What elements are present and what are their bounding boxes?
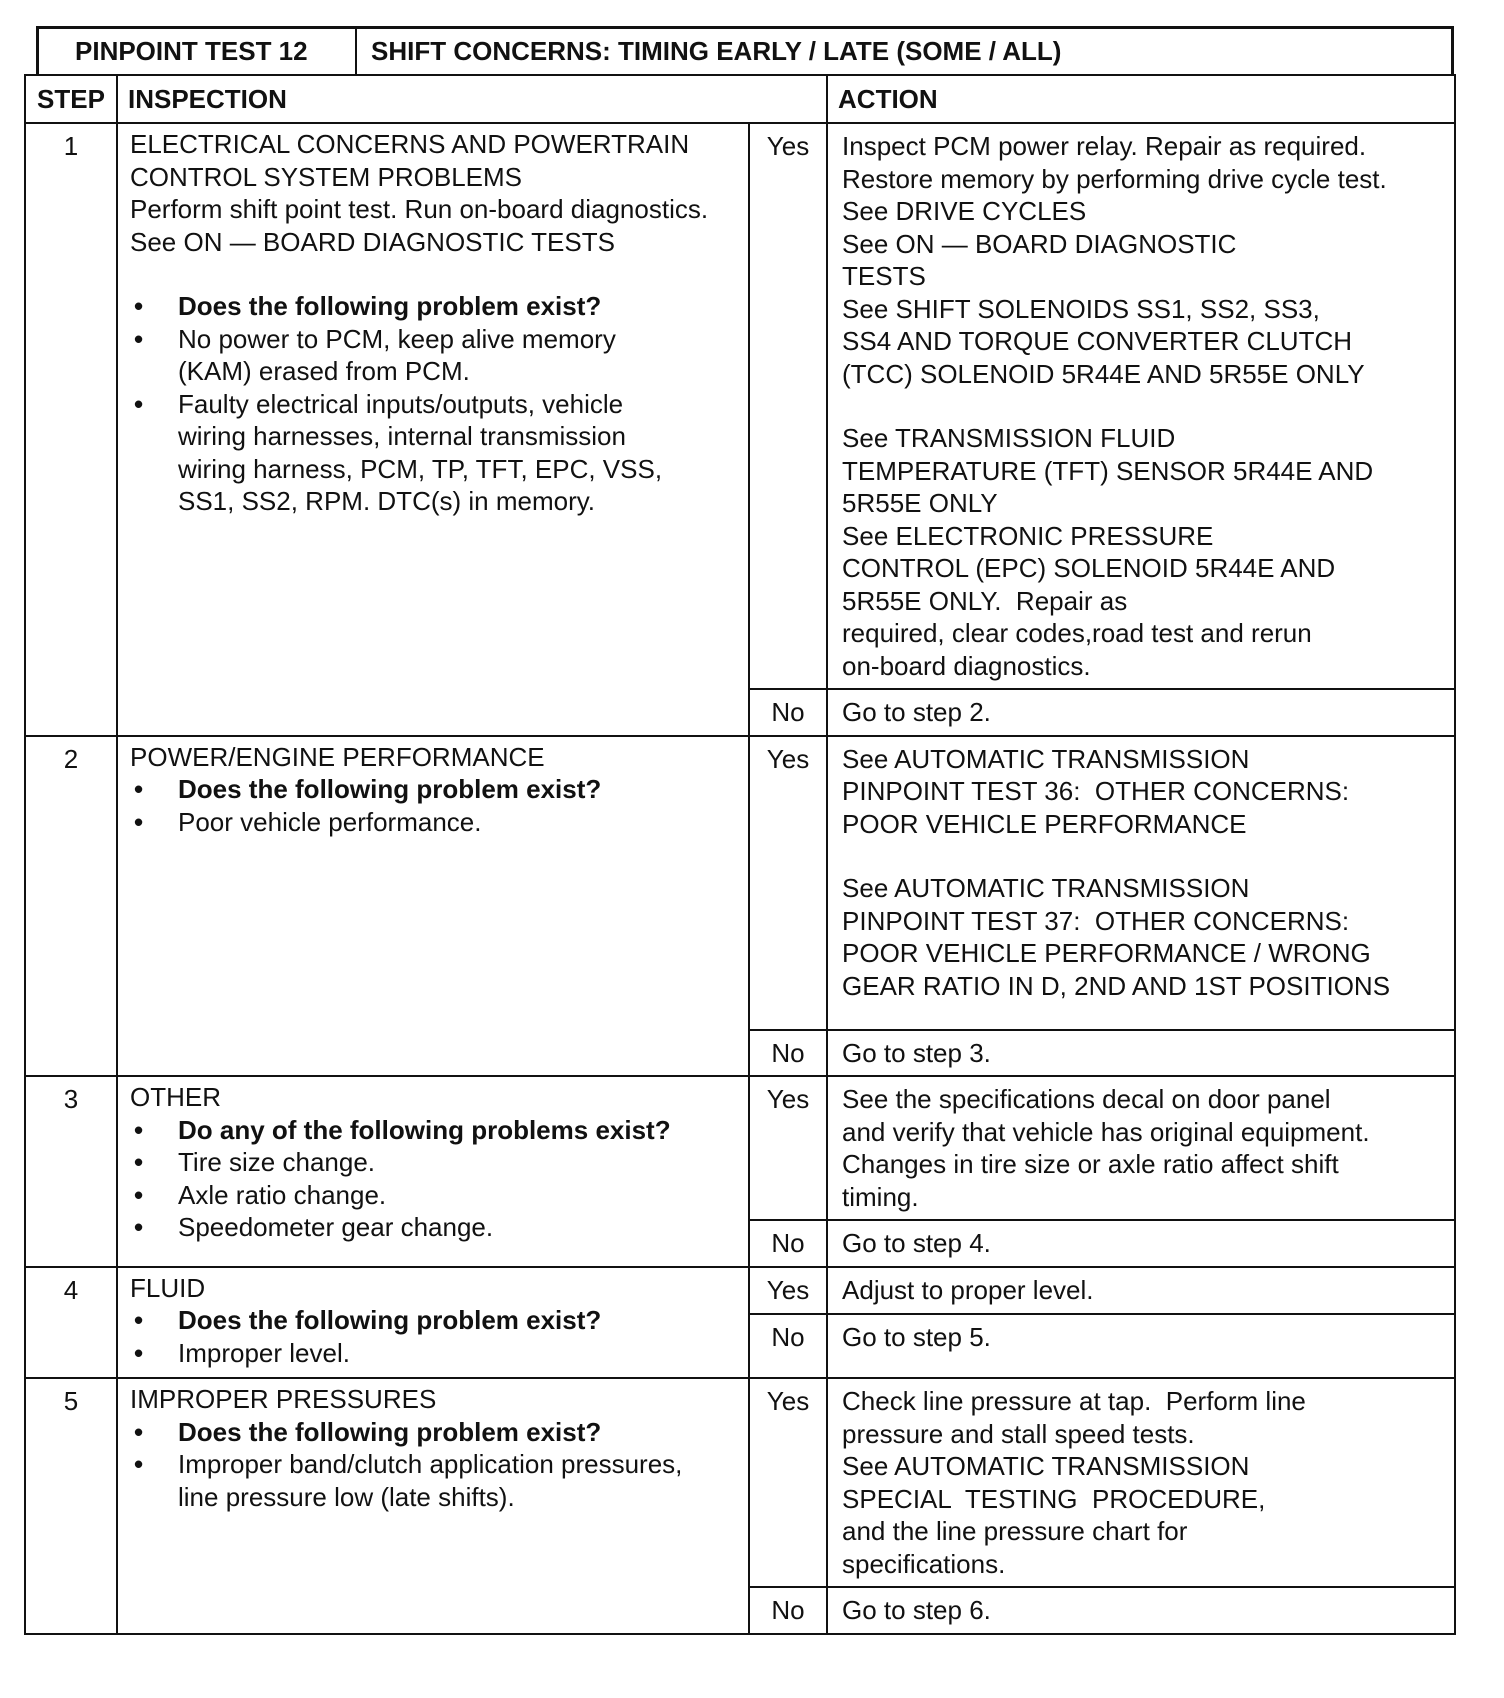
action-line: See AUTOMATIC TRANSMISSION: [842, 1451, 1250, 1481]
bullet-item: • Speedometer gear change.: [130, 1211, 738, 1244]
action-column-header: ACTION: [827, 75, 1455, 123]
inspection-title: ELECTRICAL CONCERNS AND POWERTRAIN: [130, 129, 690, 159]
yes-action: [827, 1076, 1455, 1220]
no-action: Go to step 2.: [827, 689, 1455, 736]
action-line: PINPOINT TEST 37: OTHER CONCERNS:: [842, 905, 1350, 936]
yes-label: Yes: [749, 736, 827, 1030]
action-line: POOR VEHICLE PERFORMANCE / WRONG: [842, 938, 1371, 968]
action-line: PINPOINT TEST 36: OTHER CONCERNS:: [842, 776, 1350, 806]
bullet-item: [130, 388, 738, 518]
yes-label: Yes: [749, 123, 827, 689]
no-action: Go to step 6.: [827, 1587, 1455, 1634]
bullet-line: (KAM) erased from PCM.: [178, 356, 470, 386]
action-line: See AUTOMATIC TRANSMISSION: [842, 743, 1250, 774]
inspection-cell: [117, 1378, 749, 1634]
bullet-item: [130, 1448, 738, 1513]
column-header-row: [25, 75, 1455, 123]
action-line: and the line pressure chart for: [842, 1516, 1188, 1546]
yes-label: Yes: [749, 1267, 827, 1315]
action-line: CONTROL (EPC) SOLENOID 5R44E AND: [842, 553, 1336, 583]
yes-label: Yes: [749, 1076, 827, 1220]
test-title: SHIFT CONCERNS: TIMING EARLY / LATE (SOME / ALL): [371, 36, 1062, 66]
action-line: See SHIFT SOLENOIDS SS1, SS2, SS3,: [842, 293, 1320, 324]
action-line: 5R55E ONLY: [842, 488, 998, 518]
bullet-line: line pressure low (late shifts).: [178, 1481, 515, 1512]
action-line: POOR VEHICLE PERFORMANCE: [842, 808, 1247, 839]
action-line: on-board diagnostics.: [842, 650, 1091, 681]
bullet-list: [130, 1114, 738, 1244]
no-action: Go to step 4.: [827, 1220, 1455, 1267]
table-row: [25, 1378, 1455, 1587]
no-label: No: [749, 1220, 827, 1267]
yes-action: Adjust to proper level.: [827, 1267, 1455, 1315]
action-line: Inspect PCM power relay. Repair as required.: [842, 131, 1367, 161]
action-line: Check line pressure at tap. Perform line: [842, 1386, 1306, 1416]
yes-action: [827, 736, 1455, 1030]
action-line: and verify that vehicle has original equipment.: [842, 1116, 1370, 1147]
bullet-list: [130, 1304, 738, 1369]
inspection-question: • Does the following problem exist?: [130, 290, 738, 323]
no-label: No: [749, 1587, 827, 1634]
test-table: [24, 74, 1456, 1635]
action-line: See DRIVE CYCLES: [842, 196, 1087, 226]
inspection-column-header: INSPECTION: [117, 75, 827, 123]
yes-action: [827, 1378, 1455, 1587]
inspection-question: • Does the following problem exist?: [130, 1416, 738, 1449]
table-row: [25, 1267, 1455, 1315]
action-line: See the specifications decal on door panel: [842, 1084, 1331, 1114]
test-label: PINPOINT TEST 12: [39, 29, 357, 74]
inspection-text: See ON — BOARD DIAGNOSTIC TESTS: [130, 226, 615, 257]
step-number: 1: [25, 123, 117, 736]
action-line: 5R55E ONLY. Repair as: [842, 585, 1128, 616]
inspection-question: • Does the following problem exist?: [130, 1304, 738, 1337]
action-line: Changes in tire size or axle ratio affect shift: [842, 1149, 1339, 1179]
action-line: (TCC) SOLENOID 5R44E AND 5R55E ONLY: [842, 358, 1365, 389]
action-line: specifications.: [842, 1548, 1006, 1579]
action-line: See AUTOMATIC TRANSMISSION: [842, 873, 1250, 903]
action-line: pressure and stall speed tests.: [842, 1418, 1195, 1449]
action-line: Restore memory by performing drive cycle test.: [842, 163, 1387, 194]
step-number: 4: [25, 1267, 117, 1379]
no-action: Go to step 3.: [827, 1030, 1455, 1077]
inspection-title: FLUID: [130, 1272, 206, 1303]
bullet-item: • Improper level.: [130, 1337, 738, 1370]
bullet-line: • No power to PCM, keep alive memory: [178, 323, 616, 354]
bullet-list: [130, 1416, 738, 1514]
inspection-cell: [117, 1267, 749, 1379]
no-label: No: [749, 1030, 827, 1077]
inspection-question: • Do any of the following problems exist?: [130, 1114, 738, 1147]
inspection-question: • Does the following problem exist?: [130, 773, 738, 806]
no-label: No: [749, 1314, 827, 1378]
no-action: Go to step 5.: [827, 1314, 1455, 1378]
table-row: [25, 1076, 1455, 1220]
action-line: GEAR RATIO IN D, 2ND AND 1ST POSITIONS: [842, 970, 1391, 1001]
table-row: [25, 736, 1455, 1030]
step-number: 2: [25, 736, 117, 1077]
bullet-line: • Improper band/clutch application pressures,: [178, 1449, 683, 1479]
inspection-cell: [117, 1076, 749, 1267]
inspection-cell: [117, 736, 749, 1077]
bullet-line: wiring harnesses, internal transmission: [178, 421, 626, 451]
action-line: TESTS: [842, 261, 926, 291]
action-line: TEMPERATURE (TFT) SENSOR 5R44E AND: [842, 455, 1374, 486]
bullet-list: [130, 773, 738, 838]
yes-label: Yes: [749, 1378, 827, 1587]
bullet-item: • Tire size change.: [130, 1146, 738, 1179]
yes-action: [827, 123, 1455, 689]
bullet-list: [130, 290, 738, 518]
action-line: timing.: [842, 1181, 919, 1212]
action-line: SPECIAL TESTING PROCEDURE,: [842, 1483, 1266, 1514]
bullet-line: SS1, SS2, RPM. DTC(s) in memory.: [178, 486, 596, 516]
bullet-item: • Axle ratio change.: [130, 1179, 738, 1212]
bullet-item: [130, 323, 738, 388]
test-header: [36, 26, 1454, 74]
inspection-title: IMPROPER PRESSURES: [130, 1384, 437, 1414]
bullet-item: • Poor vehicle performance.: [130, 806, 738, 839]
no-label: No: [749, 689, 827, 736]
bullet-line: • Faulty electrical inputs/outputs, vehicle: [178, 388, 624, 419]
bullet-line: wiring harness, PCM, TP, TFT, EPC, VSS,: [178, 453, 663, 484]
step-number: 3: [25, 1076, 117, 1267]
action-line: SS4 AND TORQUE CONVERTER CLUTCH: [842, 326, 1353, 356]
pinpoint-test-sheet: [24, 26, 1442, 1635]
action-line: See ELECTRONIC PRESSURE: [842, 520, 1214, 551]
step-number: 5: [25, 1378, 117, 1634]
step-column-header: STEP: [25, 75, 117, 123]
inspection-title: CONTROL SYSTEM PROBLEMS: [130, 161, 522, 192]
table-row: [25, 123, 1455, 689]
action-line: See ON — BOARD DIAGNOSTIC: [842, 228, 1237, 259]
inspection-title: POWER/ENGINE PERFORMANCE: [130, 741, 545, 772]
action-line: required, clear codes,road test and rerun: [842, 618, 1312, 648]
inspection-cell: [117, 123, 749, 736]
inspection-title: OTHER: [130, 1082, 221, 1112]
action-line: See TRANSMISSION FLUID: [842, 423, 1176, 453]
inspection-text: Perform shift point test. Run on-board diagnostics.: [130, 194, 709, 224]
